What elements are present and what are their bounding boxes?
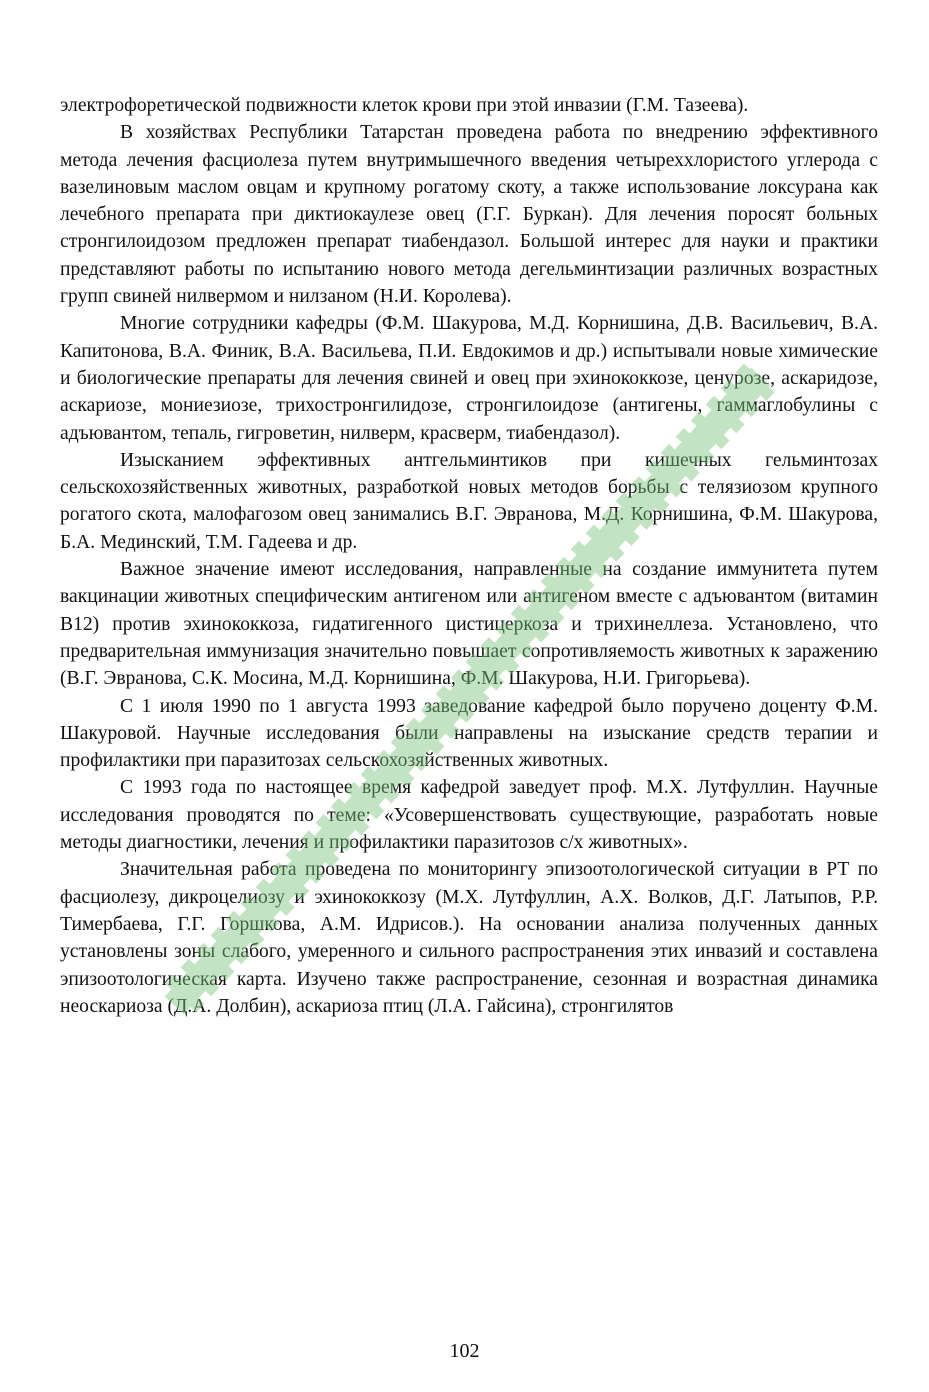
paragraph-8: Значительная работа проведена по мониторингу эпизоотологической ситуации в РТ по фасциолезу, дикроцелиозу и эхинококкозу (М.Х. Лутфуллин, А.Х. Волков, Д.Г. Латыпов, Р.Р. Тимербаева, Г.Г. Горшкова, А.М. Идрисов.). На основании анализа полученных данных установлены зоны слабого, умеренного и сильного распространения этих инвазий и составлена эпизоотологическая карта. Изучено также распространение, сезонная и возрастная динамика неоскариоза (Д.А. Долбин), аскариоза птиц (Л.А. Гайсина), стронгилятов xyxy=(60,859,878,1017)
paragraph-1: электрофоретической подвижности клеток крови при этой инвазии (Г.М. Тазеева). xyxy=(60,95,749,116)
paragraph-2: В хозяйствах Республики Татарстан проведена работа по внедрению эффективного метода лечения фасциолеза путем внутримышечного введения четыреххлористого углерода с вазелиновым маслом овцам и крупному рогатому скоту, а также использование локсурана как лечебного препарата при диктиокаулезе овец (Г.Г. Буркан). Для лечения поросят больных стронгилоидозом предложен препарат тиабендазол. Большой интерес для науки и практики представляют работы по испытанию нового метода дегельминтизации различных возрастных групп свиней нилвермом и нилзаном (Н.И. Королева). xyxy=(60,122,878,308)
page-body xyxy=(60,92,878,1020)
paragraph-5: Важное значение имеют исследования, направленные на создание иммунитета путем вакцинации животных специфическим антигеном или антигеном вместе с адъювантом (витамин B12) против эхинококкоза, гидатигенного цистицеркоза и трихинеллеза. Установлено, что предварительная иммунизация значительно повышает сопротивляемость животных к заражению (В.Г. Эвранова, С.К. Мосина, М.Д. Корнишина, Ф.М. Шакурова, Н.И. Григорьева). xyxy=(60,559,878,690)
paragraph-4: Изысканием эффективных антгельминтиков при кишечных гельминтозах сельскохозяйственных животных, разработкой новых методов борьбы с телязиозом крупного рогатого скота, малофагозом овец занимались В.Г. Эвранова, М.Д. Корнишина, Ф.М. Шакурова, Б.А. Мединский, Т.М. Гадеева и др. xyxy=(60,449,878,553)
paragraph-3: Многие сотрудники кафедры (Ф.М. Шакурова, М.Д. Корнишина, Д.В. Васильевич, В.А. Капитонова, В.А. Финик, В.А. Васильева, П.И. Евдокимов и др.) испытывали новые химические и биологические препараты для лечения свиней и овец при эхинококкозе, ценурозе, аскаридозе, аскариозе, мониезиозе, трихостронгилидозе, стронгилоидозе (антигены, гаммаглобулины с адъювантом, тепаль, гигроветин, нилверм, красверм, тиабендазол). xyxy=(60,313,878,444)
paragraph-7: С 1993 года по настоящее время кафедрой заведует проф. М.Х. Лутфуллин. Научные исследования проводятся по теме: «Усовершенствовать существующие, разработать новые методы диагностики, лечения и профилактики паразитозов с/х животных». xyxy=(60,777,878,854)
page-number: 102 xyxy=(449,1340,480,1362)
paragraph-6: С 1 июля 1990 по 1 августа 1993 заведование кафедрой было поручено доценту Ф.М. Шакуровой. Научные исследования были направлены на изыскание средств терапии и профилактики при паразитозах сельскохозяйственных животных. xyxy=(60,695,878,772)
